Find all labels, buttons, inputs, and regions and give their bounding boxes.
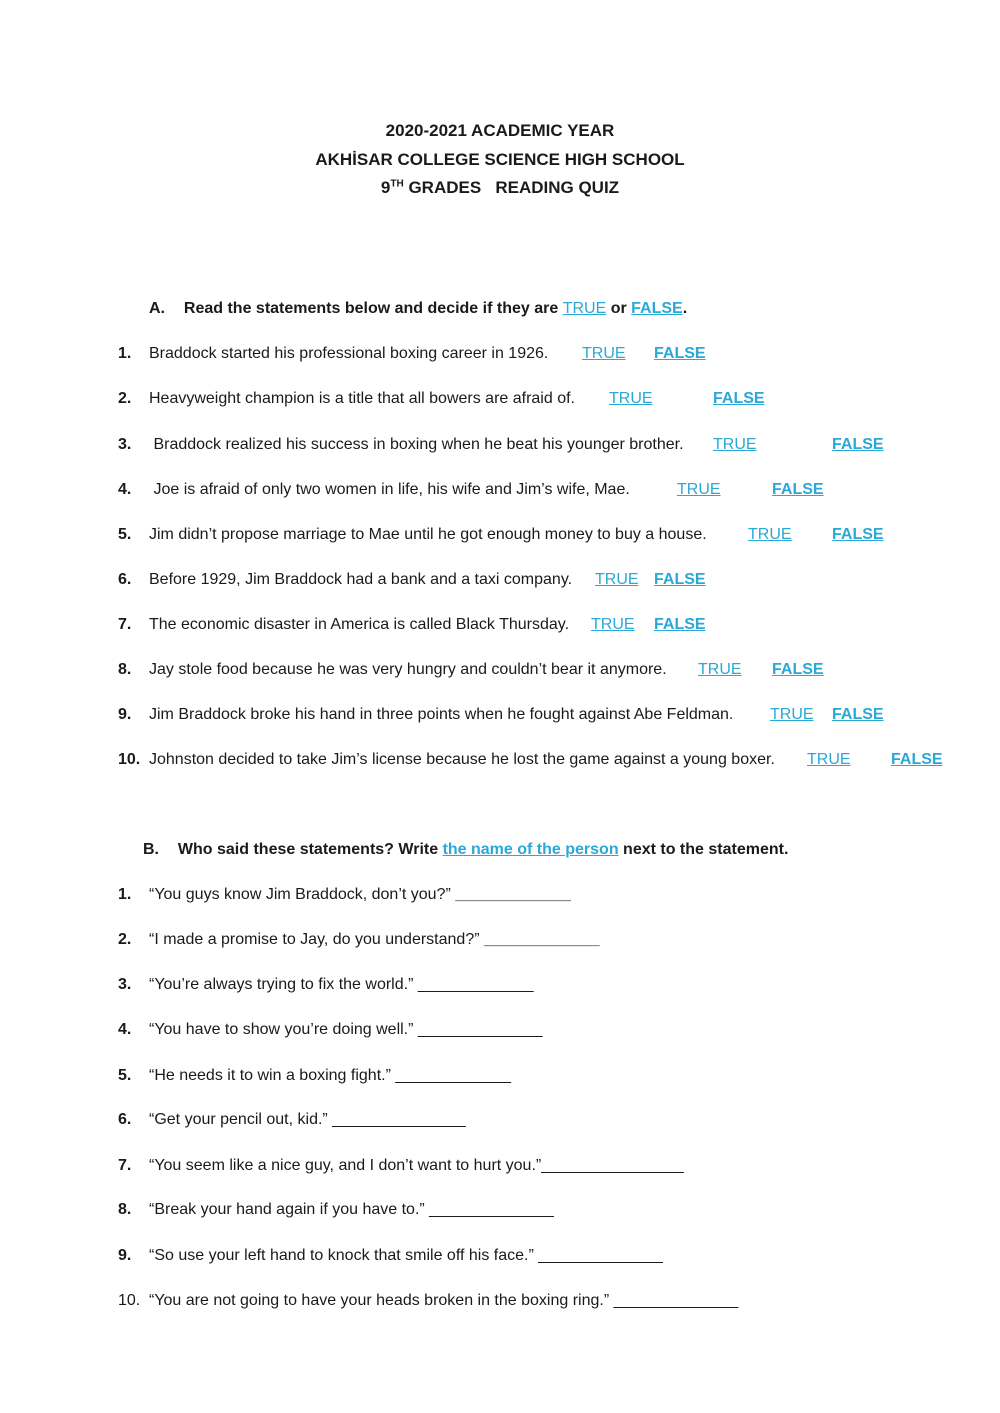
answer-blank[interactable]: ______________ <box>417 1021 543 1038</box>
false-option[interactable]: FALSE <box>832 526 884 543</box>
answer-blank[interactable]: ________________ <box>541 1157 684 1174</box>
section-a-instruction: Read the statements below and decide if they are <box>183 300 563 317</box>
header-quiz-label: GRADES READING QUIZ <box>403 178 620 197</box>
false-option[interactable]: FALSE <box>654 571 706 588</box>
statement-text: Heavyweight champion is a title that all bowers are afraid of. <box>149 390 575 407</box>
quote-number: 1. <box>118 886 132 903</box>
quote-number: 4. <box>118 1021 132 1038</box>
answer-blank[interactable]: ______________ <box>613 1292 739 1309</box>
statement-number: 1. <box>118 345 132 362</box>
quote-row <box>149 1021 542 1039</box>
quote-row <box>149 1247 663 1265</box>
statement-text: Jim didn’t propose marriage to Mae until he got enough money to buy a house. <box>149 526 707 543</box>
false-option[interactable]: FALSE <box>654 345 706 362</box>
quote-row <box>149 1067 511 1085</box>
true-option[interactable]: TRUE <box>748 526 792 543</box>
statement-number: 5. <box>118 526 132 543</box>
quote-number: 9. <box>118 1247 132 1264</box>
quote-number: 8. <box>118 1201 132 1218</box>
statement-text: Braddock realized his success in boxing when he beat his younger brother. <box>149 436 684 453</box>
statement-text: Joe is afraid of only two women in life, his wife and Jim’s wife, Mae. <box>149 481 630 498</box>
answer-blank[interactable]: ______________ <box>429 1201 554 1218</box>
quote-row <box>149 886 571 904</box>
true-option[interactable]: TRUE <box>807 751 851 768</box>
false-option[interactable]: FALSE <box>772 661 824 678</box>
true-option[interactable]: TRUE <box>609 390 653 407</box>
statement-text: Braddock started his professional boxing career in 1926. <box>149 345 549 362</box>
quote-row <box>149 1157 684 1175</box>
header-quiz-title <box>0 178 1000 198</box>
statement-number: 2. <box>118 390 132 407</box>
answer-blank[interactable]: _____________ <box>417 976 534 993</box>
statement-text: Johnston decided to take Jim’s license because he lost the game against a young boxer. <box>149 751 775 768</box>
quote-text: “Get your pencil out, kid.” <box>149 1111 333 1128</box>
quote-text: “You have to show you’re doing well.” <box>149 1021 418 1038</box>
statement-number: 6. <box>118 571 132 588</box>
section-a-false-link[interactable]: FALSE <box>631 300 683 317</box>
quote-text: “So use your left hand to knock that smile off his face.” <box>149 1247 539 1264</box>
quote-row <box>149 1111 466 1129</box>
quote-row <box>149 1201 554 1219</box>
quote-text: “Break your hand again if you have to.” <box>149 1201 430 1218</box>
true-option[interactable]: TRUE <box>595 571 639 588</box>
true-option[interactable]: TRUE <box>713 436 757 453</box>
statement-number: 3. <box>118 436 132 453</box>
true-option[interactable]: TRUE <box>770 706 814 723</box>
false-option[interactable]: FALSE <box>654 616 706 633</box>
section-a-letter: A. <box>149 300 165 317</box>
true-option[interactable]: TRUE <box>677 481 721 498</box>
statement-number: 7. <box>118 616 132 633</box>
answer-blank[interactable]: ______________ <box>538 1247 663 1264</box>
true-option[interactable]: TRUE <box>698 661 742 678</box>
answer-blank[interactable]: _____________ <box>395 1067 512 1084</box>
false-option[interactable]: FALSE <box>772 481 824 498</box>
section-a-heading <box>149 300 687 318</box>
true-option[interactable]: TRUE <box>591 616 635 633</box>
false-option[interactable]: FALSE <box>713 390 765 407</box>
quote-number: 5. <box>118 1067 132 1084</box>
answer-blank[interactable]: _____________ <box>455 886 571 903</box>
quote-text: “You are not going to have your heads broken in the boxing ring.” <box>149 1292 614 1309</box>
quote-number: 6. <box>118 1111 132 1128</box>
header-grade-number: 9 <box>380 178 391 197</box>
section-b-letter: B. <box>143 841 159 858</box>
quote-text: “You’re always trying to fix the world.” <box>149 976 418 993</box>
quote-number: 2. <box>118 931 132 948</box>
quote-row <box>149 976 534 994</box>
section-b-heading <box>143 841 788 859</box>
statement-number: 9. <box>118 706 132 723</box>
section-a-or: or <box>606 300 632 317</box>
statement-text: Before 1929, Jim Braddock had a bank and a taxi company. <box>149 571 573 588</box>
quote-number: 10. <box>118 1292 141 1309</box>
section-a-period: . <box>682 300 688 317</box>
false-option[interactable]: FALSE <box>832 706 884 723</box>
true-option[interactable]: TRUE <box>582 345 626 362</box>
quote-text: “I made a promise to Jay, do you understand?” <box>149 931 484 948</box>
false-option[interactable]: FALSE <box>891 751 943 768</box>
quote-text: “You guys know Jim Braddock, don’t you?” <box>149 886 456 903</box>
false-option[interactable]: FALSE <box>832 436 884 453</box>
statement-text: Jim Braddock broke his hand in three points when he fought against Abe Feldman. <box>149 706 734 723</box>
section-b-instruction-end: next to the statement. <box>618 841 789 858</box>
statement-text: The economic disaster in America is called Black Thursday. <box>149 616 570 633</box>
quote-row <box>149 1292 738 1310</box>
quote-text: “He needs it to win a boxing fight.” <box>149 1067 396 1084</box>
section-b-name-link[interactable]: the name of the person <box>442 841 619 858</box>
quote-number: 3. <box>118 976 132 993</box>
header-grade-suffix: TH <box>390 178 404 190</box>
header-year: 2020-2021 ACADEMIC YEAR <box>385 121 615 140</box>
statement-number: 8. <box>118 661 132 678</box>
quote-text: “You seem like a nice guy, and I don’t want to hurt you.” <box>149 1157 542 1174</box>
section-a-true-link[interactable]: TRUE <box>562 300 607 317</box>
header-school: AKHİSAR COLLEGE SCIENCE HIGH SCHOOL <box>315 150 685 169</box>
quote-number: 7. <box>118 1157 132 1174</box>
statement-number: 10. <box>118 751 141 768</box>
statement-text: Jay stole food because he was very hungry and couldn’t bear it anymore. <box>149 661 667 678</box>
quote-row <box>149 931 600 949</box>
statement-number: 4. <box>118 481 132 498</box>
section-b-instruction: Who said these statements? Write <box>177 841 443 858</box>
answer-blank[interactable]: _____________ <box>484 931 600 948</box>
answer-blank[interactable]: _______________ <box>332 1111 466 1128</box>
